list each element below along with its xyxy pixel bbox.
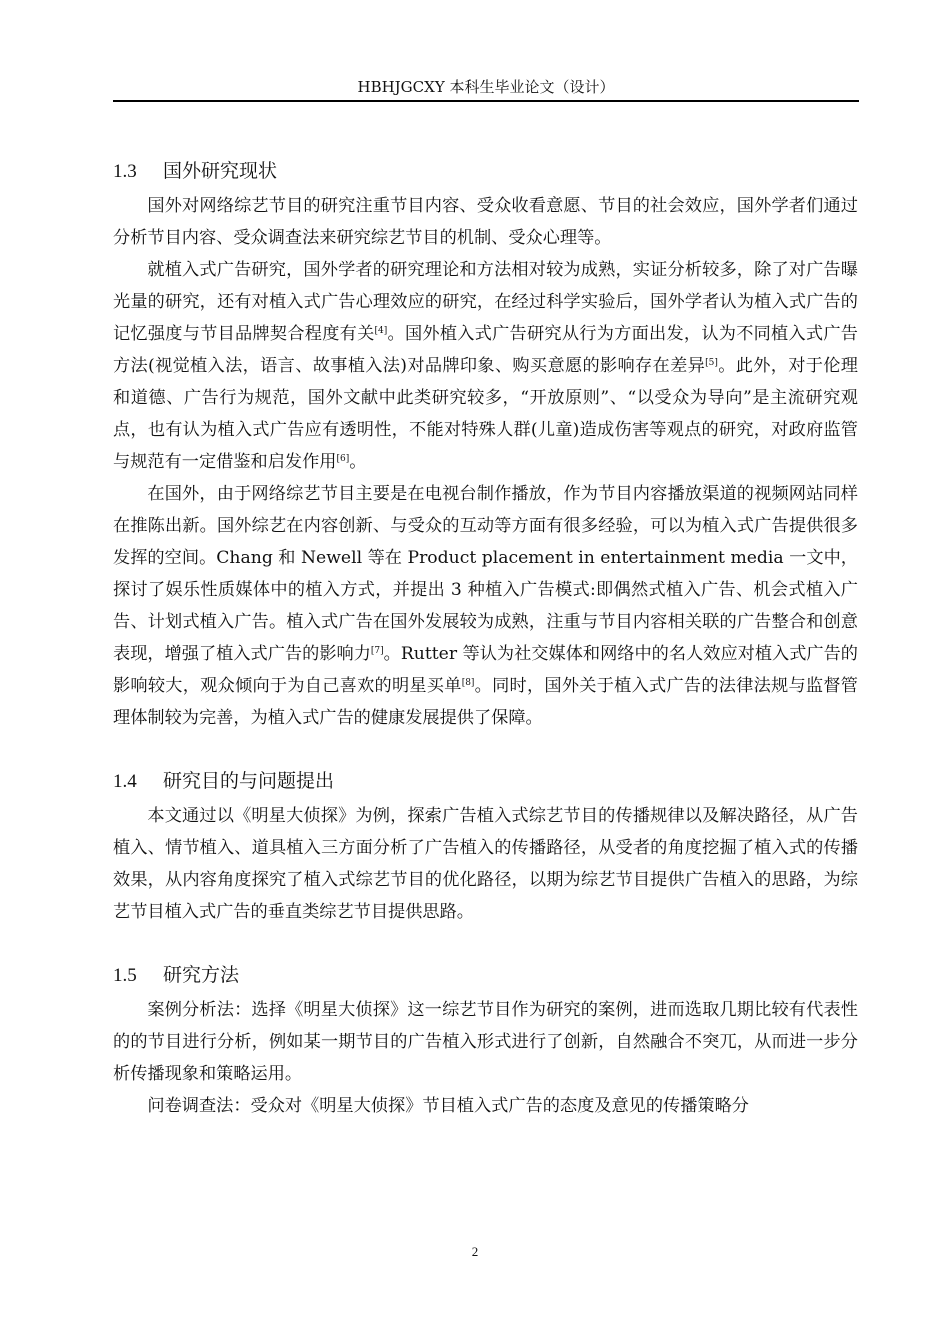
header-rule bbox=[113, 100, 859, 102]
paragraph: 国外对网络综艺节目的研究注重节目内容、受众收看意愿、节目的社会效应，国外学者们通过分析节目内容、受众调查法来研究综艺节目的机制、受众心理等。 bbox=[113, 196, 858, 248]
paragraph: 案例分析法：选择《明星大侦探》这一综艺节目作为研究的案例，进而选取几期比较有代表性的的节目进行分析，例如某一期节目的广告植入形式进行了创新，自然融合不突兀，从而进一步分析传播现象和策略运用。 bbox=[113, 1000, 858, 1084]
citation: [8] bbox=[461, 678, 475, 688]
page-number: 2 bbox=[471, 1244, 479, 1259]
paragraph: 就植入式广告研究，国外学者的研究理论和方法相对较为成熟，实证分析较多，除了对广告曝光量的研究，还有对植入式广告心理效应的研究，在经过科学实验后，国外学者认为植入式广告的记忆强度与节目品牌契合程度有关[4]。国外植入式广告研究从行为方面出发，认为不同植入式广告方法(视觉植入法，语言、故事植入法)对品牌印象、购买意愿的影响存在差异[5]。此外，对于伦理和道德、广告行为规范，国外文献中此类研究较多，“开放原则”、“以受众为导向”是主流研究观点，也有认为植入式广告应有透明性，不能对特殊人群(儿童)造成伤害等观点的研究，对政府监管与规范有一定借鉴和启发作用[6]。 bbox=[113, 260, 858, 472]
page-header: HBHJGCXY 本科生毕业论文（设计） bbox=[357, 78, 615, 96]
citation: [7] bbox=[370, 646, 384, 656]
paragraph: 本文通过以《明星大侦探》为例，探索广告植入式综艺节目的传播规律以及解决路径，从广告植入、情节植入、道具植入三方面分析了广告植入的传播路径，从受者的角度挖掘了植入式的传播效果，从内容角度探究了植入式综艺节目的优化路径，以期为综艺节目提供广告植入的思路，为综艺节目植入式广告的垂直类综艺节目提供思路。 bbox=[113, 806, 858, 922]
citation: [6] bbox=[336, 454, 350, 464]
document-body bbox=[113, 152, 858, 1122]
paragraph: 问卷调查法：受众对《明星大侦探》节目植入式广告的态度及意见的传播策略分 bbox=[147, 1096, 749, 1116]
citation: [5] bbox=[705, 358, 718, 368]
paragraph: 在国外，由于网络综艺节目主要是在电视台制作播放，作为节目内容播放渠道的视频网站同样在推陈出新。国外综艺在内容创新、与受众的互动等方面有很多经验，可以为植入式广告提供很多发挥的空间。Chang 和 Newell 等在 Product placement in entertainment media 一文中，探讨了娱乐性质媒体中的植入方式，并提出 3 种植入广告模式:即偶然式植入广告、机会式植入广告、计划式植入广告。植入式广告在国外发展较为成熟，注重与节目内容相关联的广告整合和创意表现，增强了植入式广告的影响力[7]。Rutter 等认为社交媒体和网络中的名人效应对植入式广告的影响较大，观众倾向于为自己喜欢的明星买单[8]。同时，国外关于植入式广告的法律法规与监督管理体制较为完善，为植入式广告的健康发展提供了保障。 bbox=[113, 484, 858, 728]
section-heading: 1.5 研究方法 bbox=[113, 964, 240, 986]
section-heading: 1.4 研究目的与问题提出 bbox=[113, 770, 335, 792]
citation: [4] bbox=[374, 326, 388, 336]
section-heading: 1.3 国外研究现状 bbox=[113, 160, 278, 182]
